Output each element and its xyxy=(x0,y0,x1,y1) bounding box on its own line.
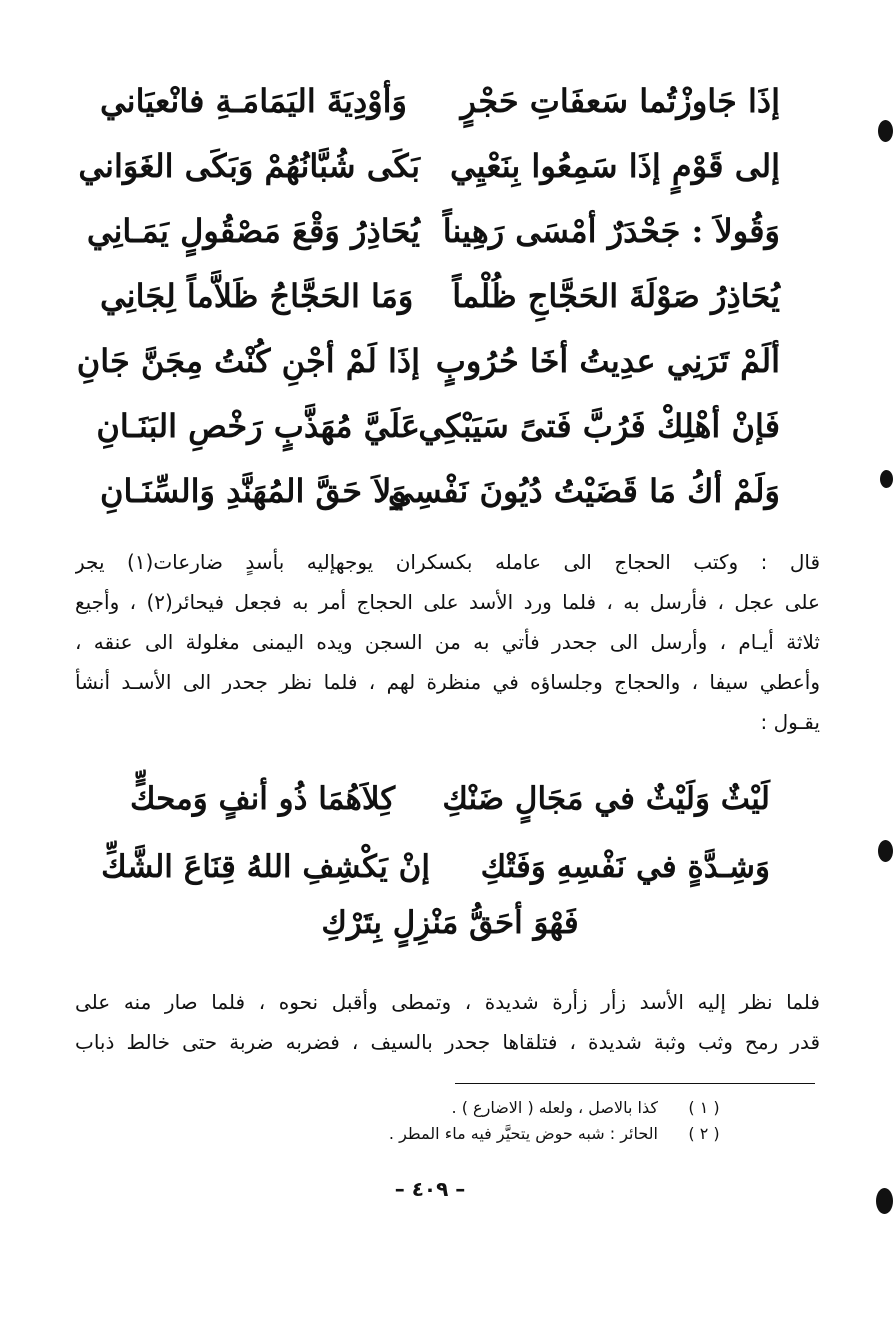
poem-block-1 xyxy=(76,68,780,523)
verse-second-hemistich: بَكَى شُبَّانُهُمْ وَبَكَى الغَوَاني xyxy=(78,146,420,185)
prose-paragraph-2 xyxy=(75,982,820,1062)
footnote xyxy=(260,1121,740,1147)
verse-first-hemistich: إذَا جَاوزْتُما سَعفَاتِ حَجْرٍ xyxy=(460,81,780,120)
prose-line: قدر رمح وثب وثبة شديدة ، فتلقاها جحدر بالسيف ، فضربه ضربة حتى خالط ذباب xyxy=(75,1030,820,1054)
prose-line: على عجل ، فأرسل به ، فلما ورد الأسد على الحجاج أمر به فجعل فيحائر(٢) ، وأجيع xyxy=(75,590,820,614)
verse-first-hemistich: ألَمْ تَرَنِي عدِيتُ أخَا حُرُوبٍ xyxy=(435,341,780,380)
verse-line xyxy=(130,770,770,828)
verse-line xyxy=(100,68,780,133)
prose-line: قال : وكتب الحجاج الى عامله بكسكران يوجهإليه بأسدٍ ضارعات(١) يجر xyxy=(75,550,820,574)
verse-line xyxy=(86,198,780,263)
footnote-separator xyxy=(455,1083,815,1084)
verse-line xyxy=(76,328,780,393)
ink-blot xyxy=(880,470,893,488)
verse-first-hemistich: فَإنْ أهْلِكْ فَرُبَّ فَتىً سَيَبْكِي xyxy=(418,406,780,445)
verse-second-hemistich: وَأوْدِيَةَ اليَمَامَـةِ فانْعيَاني xyxy=(100,81,407,120)
prose-line: ثلاثة أيـام ، وأرسل الى جحدر فأتي به من السجن ويده اليمنى مغلولة الى عنقه ، xyxy=(75,630,820,654)
verse-second-hemistich: كِلاَهُمَا ذُو أنفٍ وَمحكٍّ xyxy=(130,781,396,817)
verse-first-hemistich: وَقُولاَ : جَحْدَرٌ أمْسَى رَهِيناً xyxy=(442,211,780,250)
footnote-number: ( ٢ ) xyxy=(688,1124,720,1143)
footnote-text: الحائر : شبه حوض يتحيَّر فيه ماء المطر . xyxy=(388,1124,658,1143)
verse-first-hemistich: إلى قَوْمٍ إذَا سَمِعُوا بِنَعْيِي xyxy=(449,146,780,185)
verse-first-hemistich: لَيْثٌ وَلَيْثٌ في مَجَالٍ ضَنْكِ xyxy=(442,781,770,817)
verse-line xyxy=(78,133,780,198)
verse-line xyxy=(100,263,780,328)
footnote-text: كذا بالاصل ، ولعله ( الاضارع ) . xyxy=(451,1098,658,1117)
single-verse-line: فَهْوَ أحَقُّ مَنْزِلٍ بِتَرْكِ xyxy=(321,905,579,941)
page-number: – ٤٠٩ – xyxy=(394,1177,466,1201)
verse-line xyxy=(101,838,770,896)
prose-line: يقـول : xyxy=(760,710,820,734)
verse-second-hemistich: وَمَا الحَجَّاجُ ظَلاَّماً لِجَانِي xyxy=(100,276,414,315)
poem-block-2 xyxy=(101,770,770,896)
ink-blot xyxy=(878,120,893,142)
verse-first-hemistich: وَلَمْ أكُ مَا قَضَيْتُ دُيُونَ نَفْسِي xyxy=(388,471,780,510)
verse-second-hemistich: يُحَاذِرُ وَقْعَ مَصْقُولٍ يَمَـانِي xyxy=(86,211,420,250)
verse-line xyxy=(96,393,780,458)
footnotes xyxy=(260,1095,740,1147)
footnote xyxy=(260,1095,740,1121)
verse-second-hemistich: إنْ يَكْشِفِ اللهُ قِنَاعَ الشَّكِّ xyxy=(101,849,430,885)
ink-blot xyxy=(876,1188,893,1214)
verse-second-hemistich: عَلَيَّ مُهَذَّبٍ رَخْصِ البَنَـانِ xyxy=(96,406,420,445)
verse-second-hemistich: إذَا لَمْ أجْنِ كُنْتُ مِجَنَّ جَانِ xyxy=(76,341,420,380)
prose-line: وأعطي سيفا ، والحجاج وجلساؤه في منظرة لهم ، فلما نظر جحدر الى الأسـد أنشأ xyxy=(75,670,820,694)
prose-paragraph-1 xyxy=(75,542,820,742)
verse-first-hemistich: وَشِـدَّةٍ في نَفْسِهِ وَفَتْكِ xyxy=(480,849,770,885)
verse-first-hemistich: يُحَاذِرُ صَوْلَةَ الحَجَّاجِ ظُلْماً xyxy=(452,276,780,315)
prose-line: فلما نظر إليه الأسد زأر زأرة شديدة ، وتمطى وأقبل نحوه ، فلما صار منه على xyxy=(75,990,820,1014)
ink-blot xyxy=(878,840,893,862)
verse-second-hemistich: وَلاَ حَقَّ المُهَنَّدِ وَالسِّنَـانِ xyxy=(100,471,407,510)
footnote-number: ( ١ ) xyxy=(688,1098,720,1117)
verse-line xyxy=(100,458,780,523)
